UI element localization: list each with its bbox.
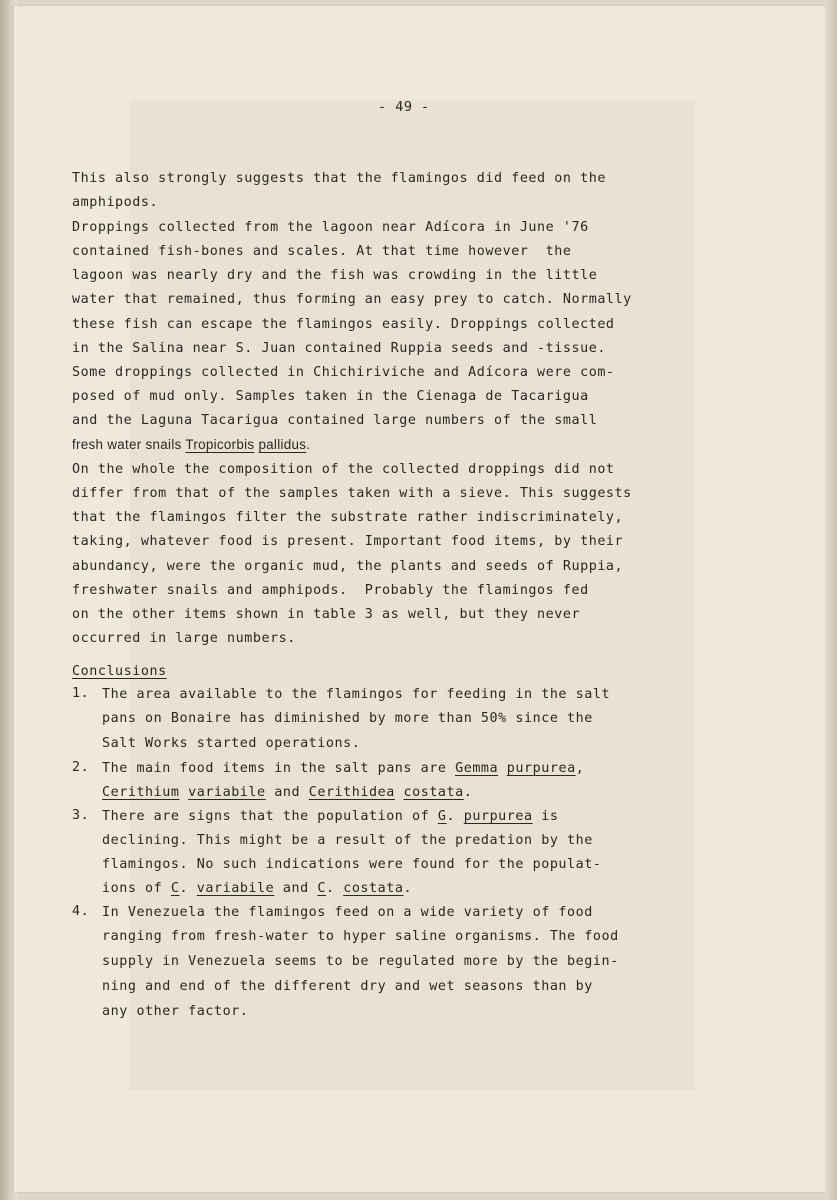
paragraph-line: occurred in large numbers. (72, 631, 296, 646)
paragraph-line: freshwater snails and amphipods. Probably the flamingos fed (72, 583, 589, 598)
species-epithet: purpurea (463, 809, 533, 824)
paragraph-line: in the Salina near S. Juan contained Ruppia seeds and -tissue. (72, 341, 606, 356)
paragraph-line: This also strongly suggests that the flamingos did feed on the (72, 171, 606, 186)
species-genus: Cerithidea (308, 785, 395, 800)
item-line: In Venezuela the flamingos feed on a wide variety of food (102, 905, 593, 920)
item-line: any other factor. (102, 1004, 249, 1019)
paragraph-line: that the flamingos filter the substrate rather indiscriminately, (72, 510, 624, 525)
punctuation: . (463, 785, 473, 800)
paragraph-line: on the other items shown in table 3 as well, but they never (72, 607, 581, 622)
species-genus: Tropicorbis (185, 437, 255, 452)
item-number: 3. (72, 808, 90, 823)
item-line: There are signs that the population of G. purpurea is (102, 809, 559, 824)
paragraph-line: abundancy, were the organic mud, the plants and seeds of Ruppia, (72, 559, 624, 574)
paragraph-line: and the Laguna Tacarigua contained large numbers of the small (72, 413, 598, 428)
species-genus: Gemma (455, 761, 499, 776)
page-number: - 49 - (378, 100, 430, 115)
paragraph-line: water that remained, thus forming an easy prey to catch. Normally (72, 292, 632, 307)
species-epithet: costata (343, 881, 404, 896)
section-heading: Conclusions (72, 664, 167, 679)
item-line: ning and end of the different dry and wet seasons than by (102, 979, 593, 994)
item-line: declining. This might be a result of the predation by the (102, 833, 593, 848)
item-number: 4. (72, 904, 90, 919)
line-text: ions of (102, 881, 171, 896)
species-epithet: variabile (196, 881, 275, 896)
paragraph-line (72, 436, 310, 454)
species-genus: Cerithium (102, 785, 180, 800)
species-epithet: pallidus (258, 437, 307, 452)
conjunction: and (265, 785, 309, 800)
species-genus-abbr: C (170, 881, 180, 896)
paragraph-line: Some droppings collected in Chichiriviche and Adícora were com- (72, 365, 615, 380)
paragraph-line: differ from that of the samples taken with a sieve. This suggests (72, 486, 632, 501)
species-genus-abbr: G (437, 809, 447, 824)
punctuation: . (403, 881, 413, 896)
item-line: The area available to the flamingos for feeding in the salt (102, 687, 611, 702)
item-line (102, 760, 584, 778)
paragraph-line: taking, whatever food is present. Important food items, by their (72, 534, 624, 549)
item-line: pans on Bonaire has diminished by more than 50% since the (102, 711, 593, 726)
paragraph-line: posed of mud only. Samples taken in the Cienaga de Tacarigua (72, 389, 589, 404)
item-line: Salt Works started operations. (102, 736, 361, 751)
item-line: ions of C. variabile and C. costata. (102, 881, 413, 896)
item-number: 1. (72, 686, 90, 701)
page-edge (825, 0, 837, 1200)
punctuation: . (306, 437, 311, 452)
line-text: There are signs that the population of (102, 809, 438, 824)
punctuation: , (575, 761, 585, 776)
species-genus-abbr: C (317, 881, 326, 896)
paragraph-line: contained fish-bones and scales. At that time however the (72, 244, 572, 259)
paragraph-line: these fish can escape the flamingos easily. Droppings collected (72, 317, 615, 332)
line-text: fresh water snails (72, 437, 186, 452)
line-text: The main food items in the salt pans are (102, 761, 456, 776)
paragraph-line: On the whole the composition of the collected droppings did not (72, 462, 615, 477)
item-line: ranging from fresh-water to hyper saline organisms. The food (102, 929, 619, 944)
conjunction: and (274, 881, 318, 896)
item-number: 2. (72, 760, 90, 775)
species-epithet: purpurea (506, 761, 576, 776)
paragraph-line: lagoon was nearly dry and the fish was crowding in the little (72, 268, 598, 283)
item-line: flamingos. No such indications were found for the populat- (102, 857, 602, 872)
species-epithet: variabile (188, 785, 266, 800)
paragraph-line: amphipods. (72, 195, 159, 210)
item-line: supply in Venezuela seems to be regulated more by the begin- (102, 954, 619, 969)
paragraph-line: Droppings collected from the lagoon near Adícora in June '76 (72, 220, 589, 235)
item-line (102, 784, 472, 802)
species-epithet: costata (403, 785, 464, 800)
line-text: is (532, 809, 559, 824)
